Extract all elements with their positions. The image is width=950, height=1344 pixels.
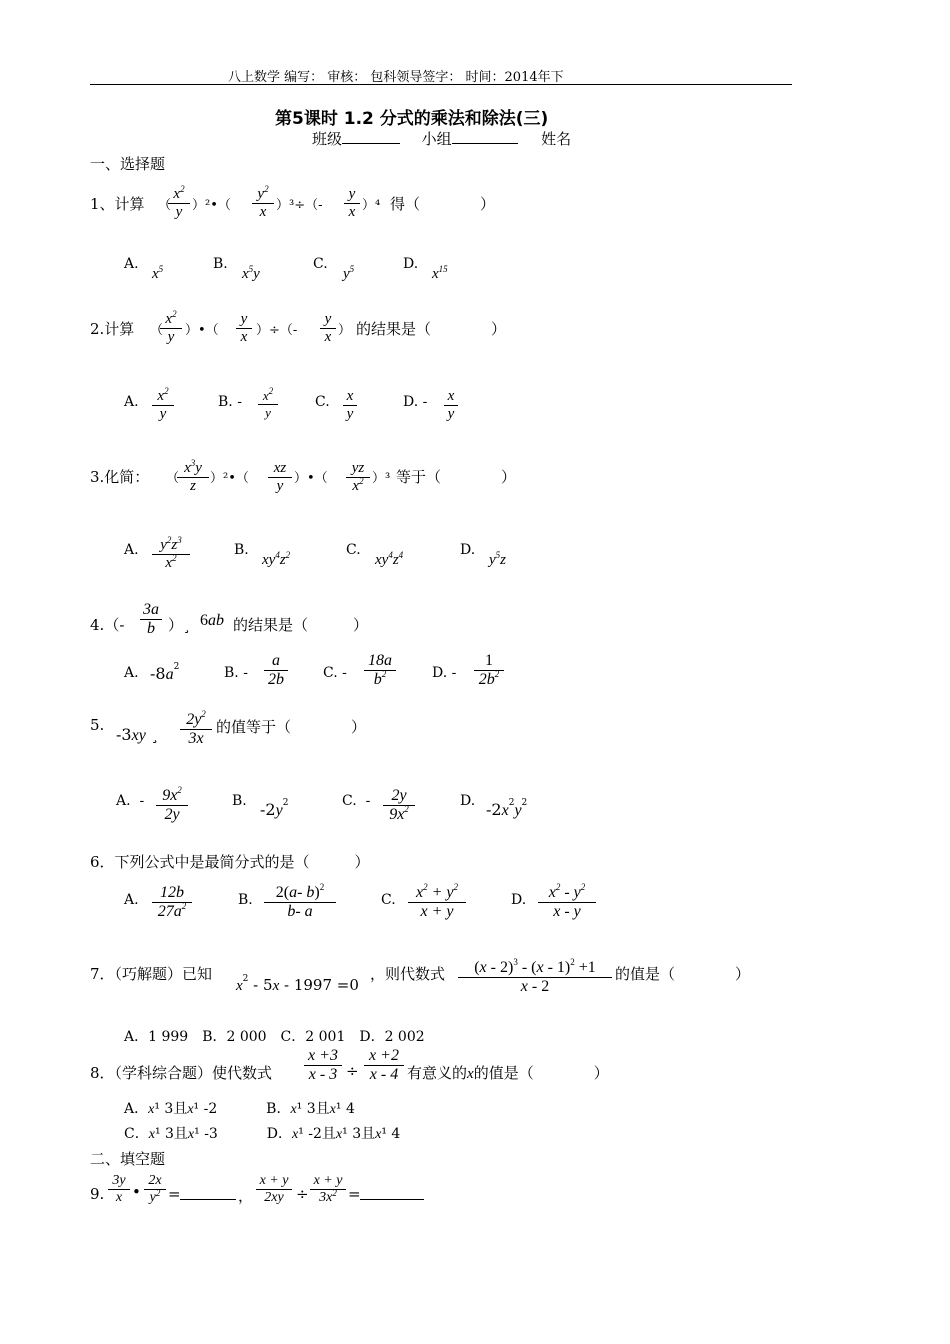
q2-tail: 的结果是（ ）	[356, 320, 507, 338]
q2-frac-1: $x^2$ y	[160, 311, 182, 346]
q5-frac: $2y^2$ 3x	[180, 711, 212, 748]
q1-op3: ）⁴	[362, 198, 381, 213]
q8-tail: 有意义的x的值是（ ）	[407, 1064, 609, 1082]
q9-label: 9.	[90, 1185, 105, 1203]
q4-option-a[interactable]: $-8a^2$	[150, 662, 180, 683]
q9-blank-2[interactable]	[360, 1199, 424, 1200]
q4-option-c[interactable]: 18a $b^2$	[364, 652, 396, 689]
q2-frac-3: y x	[320, 311, 336, 346]
q9-div: ÷	[296, 1185, 309, 1203]
q4-option-c-label: C. -	[323, 665, 347, 681]
q8-label: 8．（学科综合题）使代数式	[90, 1064, 273, 1082]
q3-op3: ）³	[372, 471, 391, 486]
q2-option-a-label: A.	[124, 394, 139, 410]
q1-label: 1、计算	[90, 195, 145, 213]
q2-op3: ）	[338, 323, 352, 338]
q1-op1: ）²•（	[192, 198, 231, 213]
header-text: 八上数学 编写： 审核： 包科领导签字： 时间：2014年下	[228, 70, 564, 85]
q3-option-c[interactable]: $xy^4z^4$	[375, 550, 404, 568]
q6-option-b-label: B.	[238, 892, 253, 908]
q9-frac-1: 3y x	[108, 1173, 130, 1206]
q6-option-a-label: A.	[124, 892, 139, 908]
q2-option-d[interactable]: x y	[444, 388, 458, 423]
q5-option-c-label: C. -	[342, 793, 371, 809]
section-fill-heading: 二、填空题	[90, 1150, 166, 1168]
q6-option-a[interactable]: 12b $27a^2$	[152, 884, 192, 921]
q5-option-b[interactable]: $-2y^2$	[260, 798, 289, 819]
q1-option-b[interactable]: $x^5y$	[242, 264, 260, 282]
q2-option-b[interactable]: $x^2$ y	[258, 388, 278, 421]
q6-option-d-label: D.	[511, 892, 527, 908]
q3-option-a[interactable]: $y^2z^3$ $x^2$	[152, 537, 190, 572]
q1-frac-1: $x^2$ y	[168, 186, 190, 221]
q9-frac-4: x + y $3x^2$	[310, 1173, 346, 1206]
class-blank[interactable]	[342, 129, 400, 144]
q1-frac-3: y x	[344, 186, 360, 221]
q4-option-a-label: A.	[124, 665, 139, 681]
q4-op: ）¸	[168, 616, 191, 634]
subtitle	[312, 128, 571, 149]
q4-option-d-label: D. -	[432, 665, 457, 681]
q5-option-b-label: B.	[232, 793, 247, 809]
q3-option-d-label: D.	[460, 542, 476, 558]
q8-div: ÷	[346, 1062, 359, 1080]
page-title: 第5课时 1.2 分式的乘法和除法(三)	[275, 109, 549, 129]
q3-label: 3.化简：	[90, 468, 150, 486]
q1-option-d[interactable]: $x^{15}$	[432, 264, 448, 282]
q7-condition: $x^2 - 5x - 1997 =0$	[236, 974, 359, 994]
q2-p1: （	[150, 323, 164, 338]
q1-tail: 得（ ）	[390, 195, 496, 213]
q1-option-a-label: A.	[124, 256, 139, 272]
q3-option-b[interactable]: $xy^4z^2$	[262, 550, 291, 568]
q7-answers[interactable]: A．1 999 B．2 000 C．2 001 D．2 002	[124, 1029, 425, 1045]
q6-option-c-label: C.	[381, 892, 396, 908]
q4-frac: 3a b	[140, 601, 162, 638]
q2-option-c[interactable]: x y	[343, 388, 357, 423]
q5-option-d[interactable]: $-2x^2y^2$	[486, 798, 528, 819]
class-label: 班级	[312, 130, 343, 148]
q3-tail: 等于（ ）	[396, 468, 517, 486]
q3-frac-3: yz $x^2$	[346, 460, 370, 495]
q3-op1: ）²•（	[210, 471, 249, 486]
q3-op2: ）•（	[294, 471, 328, 486]
q6-option-c[interactable]: $x^2 + y^2$ x + y	[408, 884, 466, 921]
q3-p1: （	[166, 471, 180, 486]
q9-eq2: =	[348, 1185, 361, 1203]
q2-option-b-label: B. -	[218, 394, 242, 410]
q5-option-c[interactable]: 2y $9x^2$	[383, 787, 415, 824]
q4-option-b-label: B. -	[224, 665, 248, 681]
q1-option-c-label: C.	[313, 256, 328, 272]
q8-frac-1: x +3 x - 3	[304, 1047, 342, 1084]
group-label: 小组	[421, 130, 452, 148]
q3-option-d[interactable]: $y^5z$	[489, 550, 507, 568]
q2-label: 2.计算	[90, 320, 135, 338]
q3-option-a-label: A.	[124, 542, 139, 558]
q5-option-a-label: A. -	[116, 793, 145, 809]
q7-tail: 的值是（ ）	[615, 965, 751, 983]
q1-op2: ）³÷（-	[276, 198, 323, 213]
q5-term: -3xy ¸	[116, 725, 159, 744]
q9-comma: ，	[238, 1187, 254, 1205]
q2-op1: ）•（	[185, 323, 219, 338]
q9-blank-1[interactable]	[180, 1199, 236, 1200]
q6-option-d[interactable]: $x^2 - y^2$ x - y	[538, 884, 596, 921]
q7-mid: ，则代数式	[370, 965, 446, 983]
q1-option-a[interactable]: $x^5$	[152, 264, 164, 282]
q2-option-d-label: D. -	[403, 394, 428, 410]
q5-option-a[interactable]: $9x^2$ 2y	[156, 787, 188, 824]
section-choice-heading: 一、选择题	[90, 155, 166, 173]
q3-option-c-label: C.	[346, 542, 361, 558]
q2-op2: ）÷（-	[256, 323, 298, 338]
q3-frac-2: xz y	[268, 460, 292, 495]
q5-label: 5.	[90, 716, 105, 734]
q2-option-a[interactable]: $x^2$ y	[152, 388, 174, 423]
q4-option-b[interactable]: a 2b	[264, 652, 288, 689]
q6-option-b[interactable]: 2(a- b)$^2$ b- a	[264, 884, 336, 921]
q9-eq1: =	[168, 1185, 181, 1203]
q7-label: 7．（巧解题）已知	[90, 965, 213, 983]
q1-option-d-label: D.	[403, 256, 419, 272]
name-label: 姓名	[541, 130, 572, 148]
q3-option-b-label: B.	[234, 542, 249, 558]
q6-label: 6．下列公式中是最简分式的是（ ）	[90, 853, 370, 871]
q1-option-b-label: B.	[213, 256, 228, 272]
q4-option-d[interactable]: 1 $2b^2$	[474, 652, 504, 689]
q7-expression: (x - 2)$^3$ - (x - 1)$^2$ +1 x - 2	[458, 959, 612, 996]
q8-options-row2[interactable]: C．x¹ 3且x¹ -3 D．x¹ -2且x¹ 3且x¹ 4	[124, 1126, 401, 1142]
q8-frac-2: x +2 x - 4	[364, 1047, 404, 1084]
q2-option-c-label: C.	[315, 394, 330, 410]
q4-label: 4.（-	[90, 616, 125, 634]
q8-options-row1[interactable]: A．x¹ 3且x¹ -2 B．x¹ 3且x¹ 4	[124, 1101, 355, 1117]
q9-dot: •	[132, 1183, 141, 1201]
q1-paren: （	[158, 198, 172, 213]
q1-frac-2: $y^2$ x	[252, 186, 274, 221]
q3-frac-1: $x^3y$ z	[177, 460, 209, 495]
q1-option-c[interactable]: $y^5$	[343, 264, 355, 282]
q2-frac-2: y x	[236, 311, 252, 346]
q5-tail: 的值等于（ ）	[216, 718, 367, 736]
q4-tail: 的结果是（ ）	[233, 616, 369, 634]
group-blank[interactable]	[452, 129, 518, 144]
q9-frac-2: 2x $y^2$	[144, 1173, 166, 1206]
q5-option-d-label: D.	[460, 793, 476, 809]
header-rule	[90, 84, 792, 85]
q4-term: 6ab	[200, 612, 224, 629]
q9-frac-3: x + y 2xy	[256, 1173, 292, 1206]
